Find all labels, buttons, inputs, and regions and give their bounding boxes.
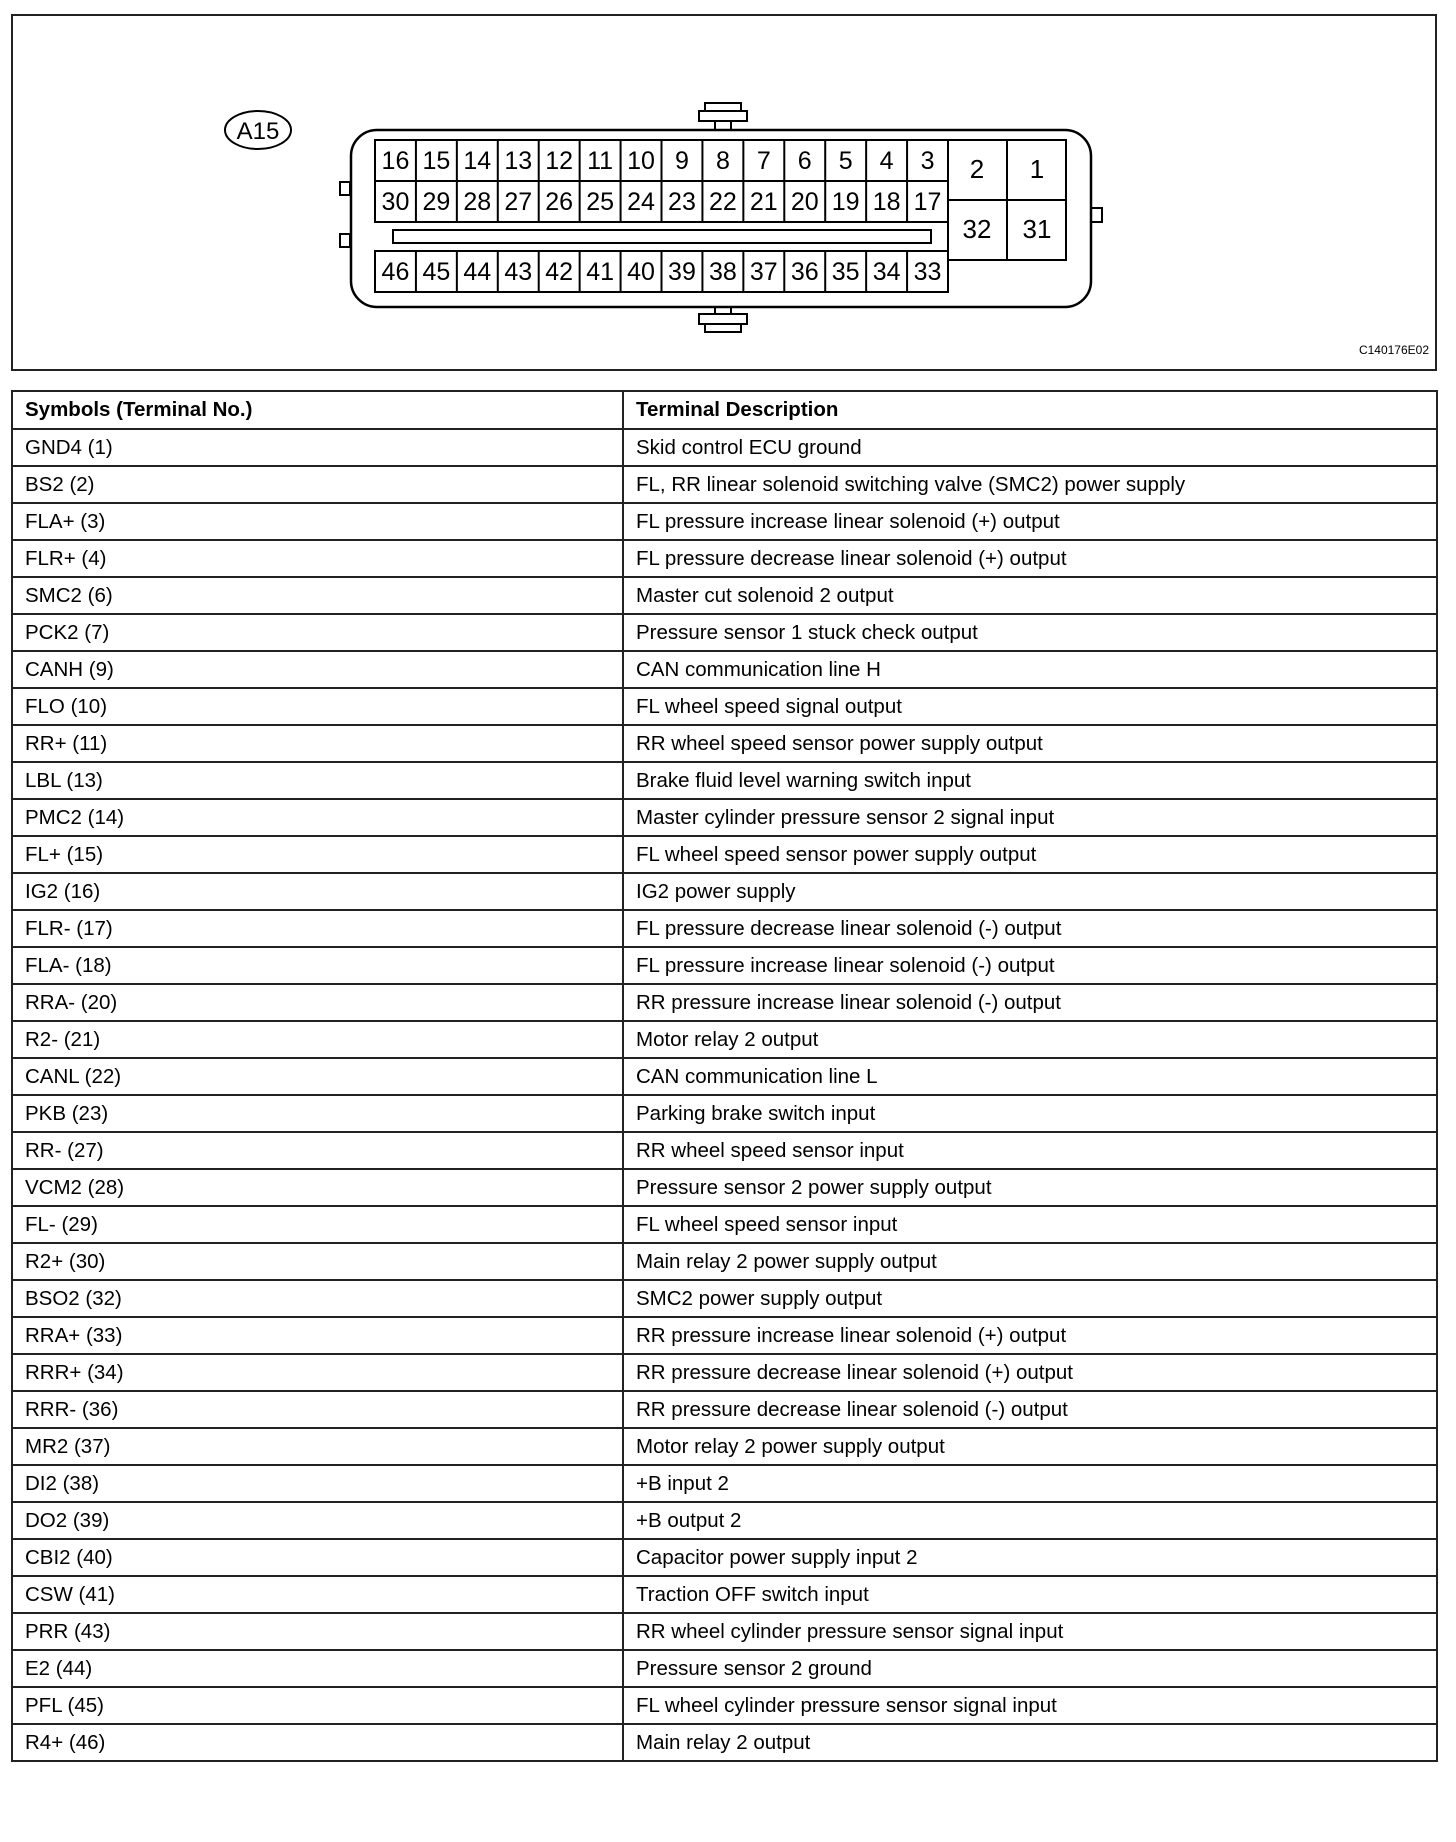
table-row [12,1021,1437,1058]
pin-number: 22 [708,188,737,216]
pin-number: 41 [586,258,615,286]
terminal-symbol-cell: R2+ (30) [12,1243,623,1280]
table-row [12,1095,1437,1132]
terminal-description-cell: +B output 2 [623,1502,1437,1539]
pin-number: 17 [913,188,942,216]
table-row [12,429,1437,466]
terminal-description-cell: FL, RR linear solenoid switching valve (SMC2) power supply [623,466,1437,503]
terminal-symbol-cell: GND4 (1) [12,429,623,466]
table-row [12,910,1437,947]
terminal-description-cell: Parking brake switch input [623,1095,1437,1132]
terminal-symbol-cell: CANH (9) [12,651,623,688]
terminal-symbol-cell: MR2 (37) [12,1428,623,1465]
terminal-symbol-cell: BSO2 (32) [12,1280,623,1317]
pin-number: 4 [879,147,894,175]
terminal-table [11,390,1438,1762]
terminal-symbol-cell: IG2 (16) [12,873,623,910]
terminal-description-cell: Traction OFF switch input [623,1576,1437,1613]
pin-number: 28 [463,188,492,216]
terminal-symbol-cell: FLR+ (4) [12,540,623,577]
pin-number: 36 [790,258,819,286]
table-body [12,429,1437,1761]
terminal-description-cell: +B input 2 [623,1465,1437,1502]
table-row [12,1058,1437,1095]
large-pin-number: 31 [1022,214,1052,244]
table-row [12,1502,1437,1539]
large-pin-number: 2 [969,154,985,184]
terminal-description-cell: Master cut solenoid 2 output [623,577,1437,614]
table-row [12,1391,1437,1428]
table-row [12,577,1437,614]
figure-code: C140176E02 [1358,343,1429,357]
pin-number: 39 [668,258,696,286]
terminal-symbol-cell: E2 (44) [12,1650,623,1687]
terminal-description-cell: Pressure sensor 1 stuck check output [623,614,1437,651]
terminal-description-cell: FL pressure decrease linear solenoid (-) output [623,910,1437,947]
terminal-description-cell: FL pressure decrease linear solenoid (+) output [623,540,1437,577]
pin-number: 16 [381,147,410,175]
terminal-description-cell: CAN communication line L [623,1058,1437,1095]
terminal-symbol-cell: FL+ (15) [12,836,623,873]
table-row [12,1465,1437,1502]
terminal-description-cell: FL wheel speed signal output [623,688,1437,725]
connector-label: A15 [236,118,280,145]
terminal-description-cell: Main relay 2 output [623,1724,1437,1761]
terminal-symbol-cell: R4+ (46) [12,1724,623,1761]
terminal-description-cell: RR pressure decrease linear solenoid (-) output [623,1391,1437,1428]
table-row [12,762,1437,799]
terminal-symbol-cell: PKB (23) [12,1095,623,1132]
pin-number: 38 [708,258,737,286]
terminal-description-cell: FL wheel speed sensor power supply output [623,836,1437,873]
table-row [12,1243,1437,1280]
terminal-description-cell: RR wheel cylinder pressure sensor signal input [623,1613,1437,1650]
pin-number: 5 [838,147,853,175]
connector-diagram [13,16,1435,369]
pin-number: 30 [381,188,410,216]
terminal-symbol-cell: RR- (27) [12,1132,623,1169]
terminal-description-cell: Main relay 2 power supply output [623,1243,1437,1280]
terminal-description-cell: Motor relay 2 power supply output [623,1428,1437,1465]
terminal-symbol-cell: CBI2 (40) [12,1539,623,1576]
terminal-description-cell: Brake fluid level warning switch input [623,762,1437,799]
large-pin-number: 1 [1029,154,1045,184]
terminal-symbol-cell: RR+ (11) [12,725,623,762]
terminal-symbol-cell: PFL (45) [12,1687,623,1724]
terminal-description-cell: Motor relay 2 output [623,1021,1437,1058]
terminal-symbol-cell: BS2 (2) [12,466,623,503]
pin-number: 25 [586,188,615,216]
pin-number: 23 [668,188,696,216]
terminal-description-cell: Pressure sensor 2 power supply output [623,1169,1437,1206]
header-symbols: Symbols (Terminal No.) [12,391,623,429]
terminal-symbol-cell: LBL (13) [12,762,623,799]
pin-number: 26 [545,188,574,216]
connector-diagram-panel [11,14,1437,371]
terminal-description-cell: FL pressure increase linear solenoid (-) output [623,947,1437,984]
table-row [12,1169,1437,1206]
pin-number: 33 [913,258,942,286]
pin-number: 43 [504,258,533,286]
pin-number: 45 [422,258,451,286]
terminal-symbol-cell: FLA- (18) [12,947,623,984]
terminal-description-cell: RR wheel speed sensor power supply output [623,725,1437,762]
pin-number: 8 [715,147,730,175]
pin-number: 13 [504,147,533,175]
pin-number: 9 [675,147,689,175]
terminal-description-cell: IG2 power supply [623,873,1437,910]
terminal-description-cell: FL wheel speed sensor input [623,1206,1437,1243]
table-row [12,503,1437,540]
pin-number: 44 [463,258,492,286]
pin-number: 12 [545,147,574,175]
table-row [12,1613,1437,1650]
terminal-description-cell: Skid control ECU ground [623,429,1437,466]
terminal-description-cell: RR pressure increase linear solenoid (-) output [623,984,1437,1021]
pin-number: 37 [749,258,778,286]
table-row [12,1539,1437,1576]
pin-number: 15 [422,147,451,175]
terminal-description-cell: Master cylinder pressure sensor 2 signal input [623,799,1437,836]
pin-number: 34 [872,258,901,286]
pin-number: 11 [587,147,614,175]
table-row [12,1687,1437,1724]
terminal-symbol-cell: SMC2 (6) [12,577,623,614]
table-row [12,947,1437,984]
pin-number: 29 [422,188,451,216]
terminal-symbol-cell: FLR- (17) [12,910,623,947]
terminal-description-cell: RR pressure increase linear solenoid (+) output [623,1317,1437,1354]
pin-number: 3 [920,147,935,175]
terminal-symbol-cell: FLA+ (3) [12,503,623,540]
terminal-symbol-cell: CANL (22) [12,1058,623,1095]
table-row [12,1206,1437,1243]
terminal-description-cell: RR wheel speed sensor input [623,1132,1437,1169]
terminal-symbol-cell: CSW (41) [12,1576,623,1613]
table-row [12,651,1437,688]
pin-number: 20 [790,188,819,216]
terminal-description-cell: Capacitor power supply input 2 [623,1539,1437,1576]
table-row [12,1724,1437,1761]
table-row [12,614,1437,651]
pin-number: 35 [831,258,860,286]
table-row [12,1132,1437,1169]
pin-number: 19 [831,188,860,216]
table-row [12,1280,1437,1317]
pin-number: 46 [381,258,410,286]
terminal-symbol-cell: DO2 (39) [12,1502,623,1539]
terminal-symbol-cell: FL- (29) [12,1206,623,1243]
pin-number: 27 [504,188,533,216]
table-row [12,799,1437,836]
pin-number: 6 [797,147,812,175]
large-pin-number: 32 [962,214,992,244]
terminal-description-cell: FL wheel cylinder pressure sensor signal input [623,1687,1437,1724]
terminal-symbol-cell: RRR+ (34) [12,1354,623,1391]
terminal-symbol-cell: RRR- (36) [12,1391,623,1428]
pin-number: 7 [756,147,771,175]
pin-number: 14 [463,147,492,175]
table-row [12,1650,1437,1687]
table-row [12,688,1437,725]
pin-number: 40 [627,258,655,286]
terminal-description-cell: Pressure sensor 2 ground [623,1650,1437,1687]
terminal-symbol-cell: RRA+ (33) [12,1317,623,1354]
terminal-description-cell: CAN communication line H [623,651,1437,688]
terminal-symbol-cell: R2- (21) [12,1021,623,1058]
table-row [12,1428,1437,1465]
pin-number: 24 [627,188,655,216]
terminal-symbol-cell: PCK2 (7) [12,614,623,651]
table-row [12,725,1437,762]
pin-number: 42 [545,258,574,286]
terminal-description-cell: RR pressure decrease linear solenoid (+) output [623,1354,1437,1391]
table-row [12,836,1437,873]
terminal-symbol-cell: DI2 (38) [12,1465,623,1502]
pin-number: 21 [749,188,778,216]
terminal-description-cell: FL pressure increase linear solenoid (+) output [623,503,1437,540]
table-row [12,984,1437,1021]
terminal-symbol-cell: RRA- (20) [12,984,623,1021]
table-header-row [12,391,1437,429]
terminal-symbol-cell: FLO (10) [12,688,623,725]
table-row [12,1576,1437,1613]
table-row [12,1354,1437,1391]
table-row [12,540,1437,577]
table-row [12,466,1437,503]
terminal-description-cell: SMC2 power supply output [623,1280,1437,1317]
header-description: Terminal Description [623,391,1437,429]
terminal-symbol-cell: PRR (43) [12,1613,623,1650]
pin-number: 10 [627,147,655,175]
table-row [12,873,1437,910]
terminal-symbol-cell: VCM2 (28) [12,1169,623,1206]
terminal-symbol-cell: PMC2 (14) [12,799,623,836]
table-row [12,1317,1437,1354]
pin-number: 18 [872,188,901,216]
